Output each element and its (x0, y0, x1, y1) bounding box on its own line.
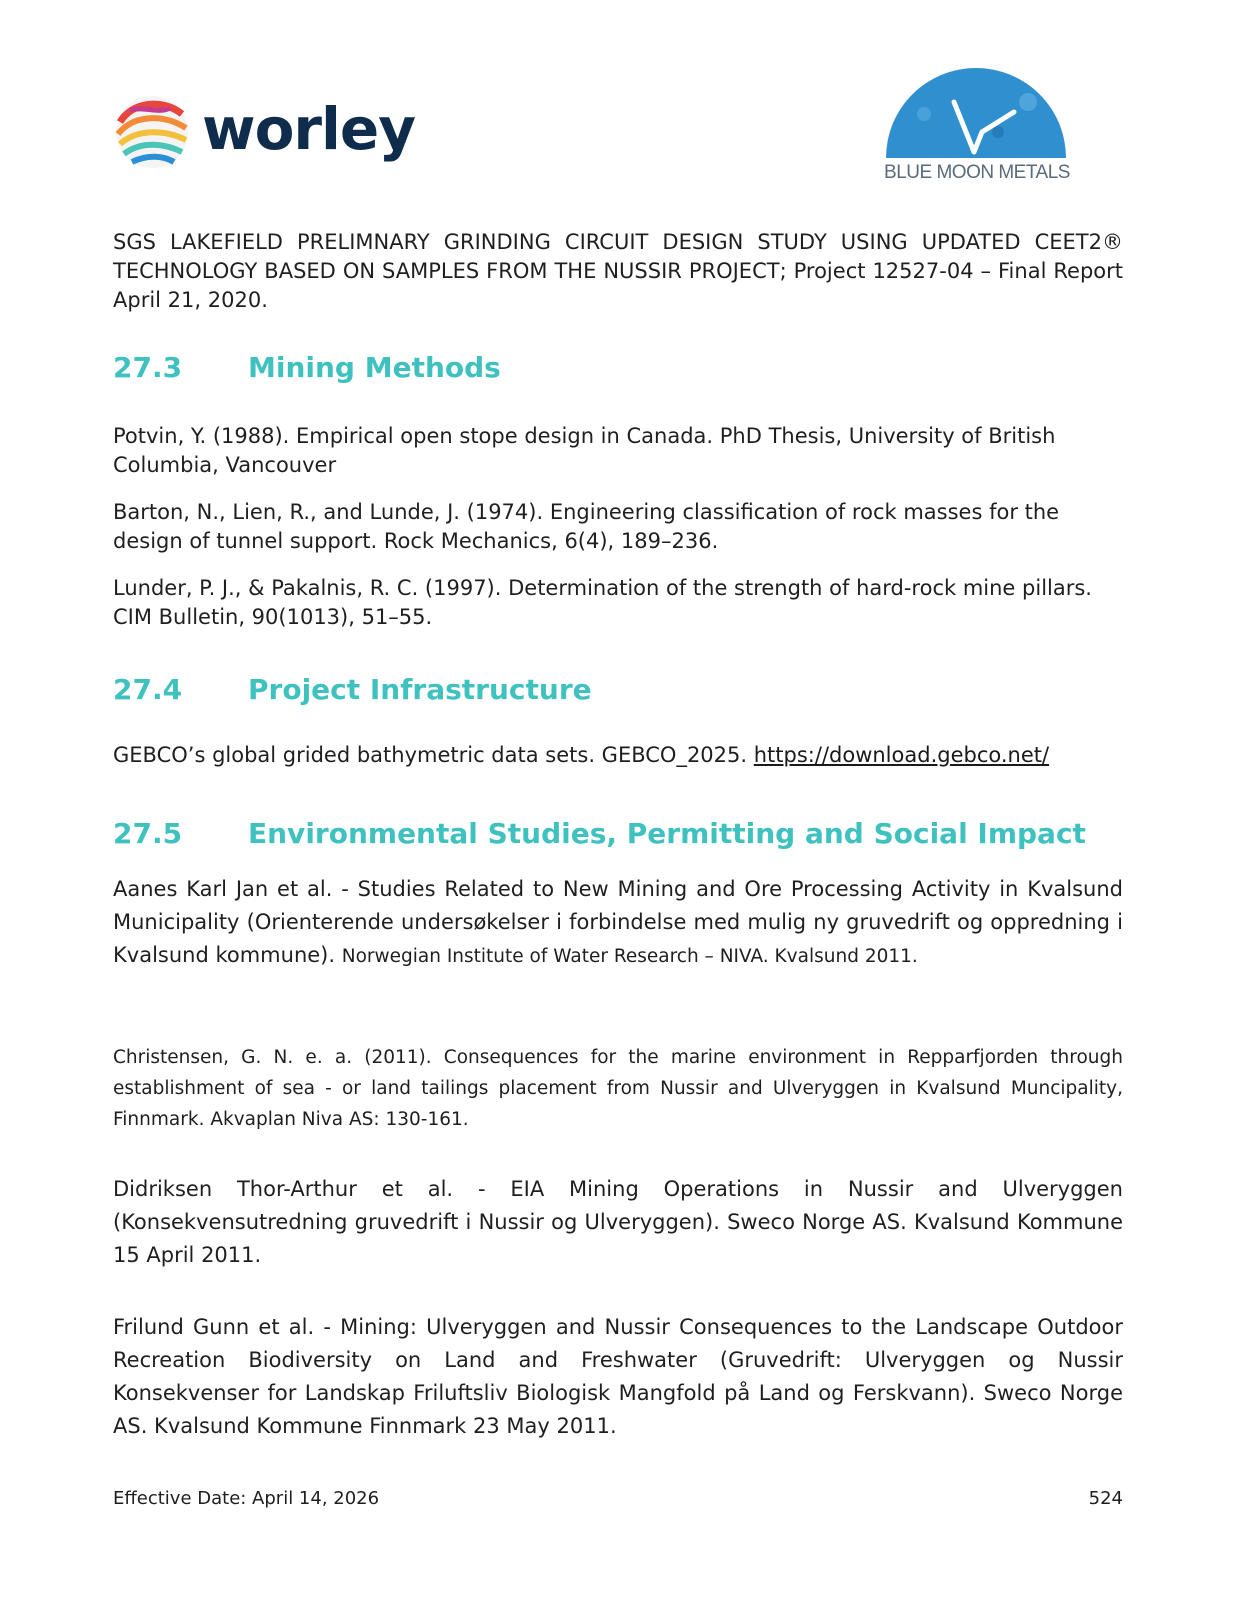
section-number: 27.4 (113, 673, 183, 706)
blue-moon-metals-logo (878, 62, 1074, 190)
effective-date: Effective Date: April 14, 2026 (113, 1488, 380, 1509)
section-title: Mining Methods (248, 351, 501, 384)
section-heading-27-4 (113, 672, 1123, 708)
reference-item: Didriksen Thor-Arthur et al. - EIA Mining Operations in Nussir and Ulveryggen (Konsekvensutredning gruvedrift i Nussir og Ulveryggen). Sweco Norge AS. Kvalsund Kommune 15 April 2011. (113, 1177, 1123, 1267)
reference-item (113, 873, 1123, 973)
reference-text: Aanes Karl Jan et al. - Studies Related to New Mining and Ore Processing Activity in Kvalsund Municipality (Orienterende undersøkelser i forbindelse med mulig ny gruvedrift og oppredning i Kvalsund kommune). (113, 877, 1123, 967)
section-title: Project Infrastructure (248, 673, 592, 706)
worley-wordmark: worley (202, 95, 416, 163)
reference-item: Christensen, G. N. e. a. (2011). Consequences for the marine environment in Repparfjorden through establishment of sea - or land tailings placement from Nussir and Ulveryggen in Kvalsund Muncipality, Finnmark. Akvaplan Niva AS: 130-161. (113, 1047, 1123, 1130)
worley-logo (112, 92, 442, 172)
worley-swirl-icon (112, 92, 192, 172)
moon-icon (878, 62, 1074, 162)
section-number: 27.5 (113, 817, 183, 850)
blue-moon-metals-wordmark: BLUE MOON METALS (884, 162, 1070, 183)
gebco-link[interactable]: https://download.gebco.net/ (753, 743, 1050, 767)
reference-item: Lunder, P. J., & Pakalnis, R. C. (1997). Determination of the strength of hard-rock mine pillars. CIM Bulletin, 90(1013), 51–55. (113, 576, 1092, 629)
section-title: Environmental Studies, Permitting and Social Impact (248, 817, 1086, 850)
reference-text: GEBCO’s global grided bathymetric data sets. GEBCO_2025. (113, 743, 754, 767)
section-heading-27-3 (113, 350, 1123, 386)
reference-publisher: Norwegian Institute of Water Research – NIVA. Kvalsund 2011. (341, 946, 918, 967)
page-number: 524 (1088, 1488, 1123, 1509)
section-number: 27.3 (113, 351, 183, 384)
section-heading-27-5 (113, 816, 1123, 852)
reference-sgs-lakefield: SGS LAKEFIELD PRELIMNARY GRINDING CIRCUIT DESIGN STUDY USING UPDATED CEET2® TECHNOLOGY BASED ON SAMPLES FROM THE NUSSIR PROJECT; Project 12527-04 – Final Report April 21, 2020. (113, 230, 1123, 312)
reference-item: Potvin, Y. (1988). Empirical open stope design in Canada. PhD Thesis, University of British Columbia, Vancouver (113, 424, 1056, 477)
reference-item (113, 741, 1123, 770)
reference-item: Frilund Gunn et al. - Mining: Ulveryggen and Nussir Consequences to the Landscape Outdoor Recreation Biodiversity on Land and Freshwater (Gruvedrift: Ulveryggen og Nussir Konsekvenser for Landskap Friluftsliv Biologisk Mangfold på Land og Ferskvann). Sweco Norge AS. Kvalsund Kommune Finnmark 23 May 2011. (113, 1315, 1123, 1438)
reference-item: Barton, N., Lien, R., and Lunde, J. (1974). Engineering classification of rock masses for the design of tunnel support. Rock Mechanics, 6(4), 189–236. (113, 500, 1060, 553)
